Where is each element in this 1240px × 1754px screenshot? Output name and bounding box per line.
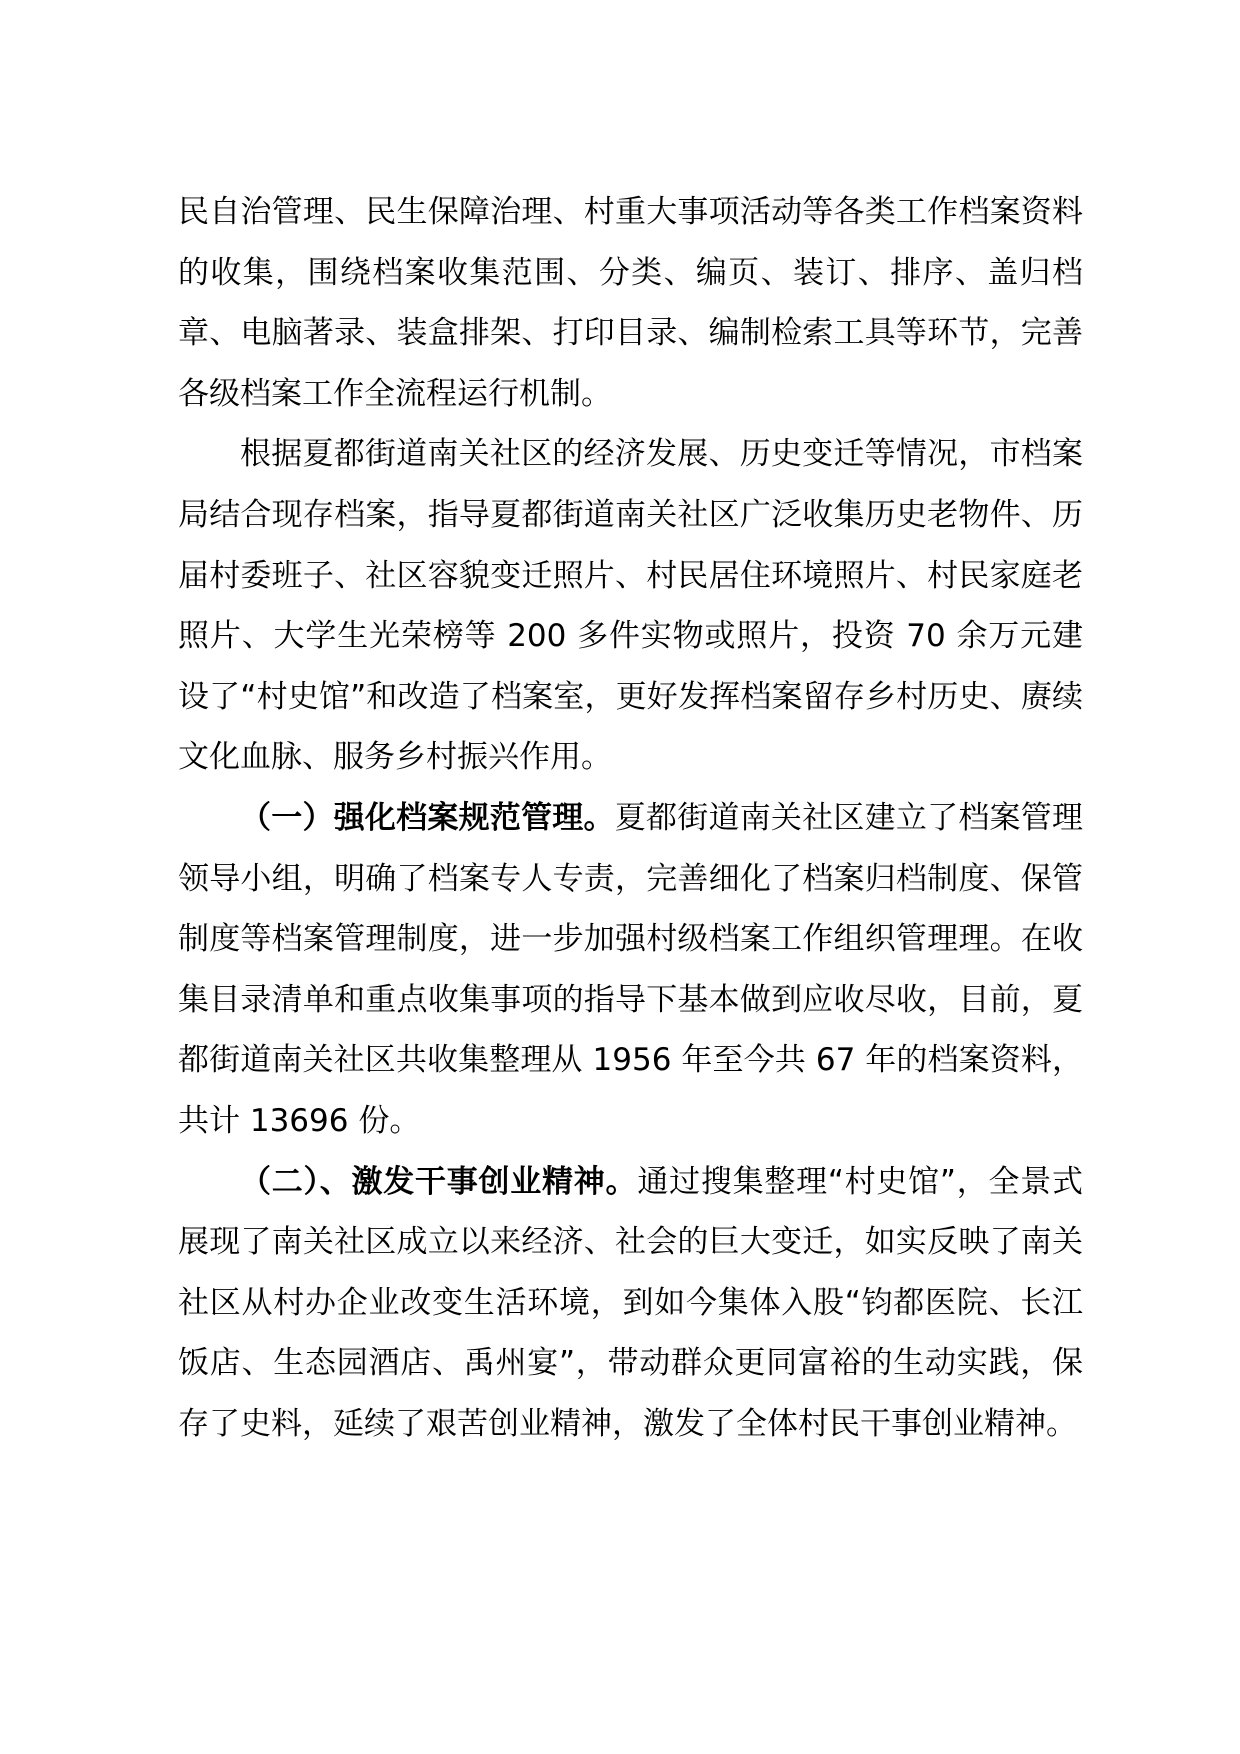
section-heading: （一）强化档案规范管理。	[240, 799, 615, 836]
document-body	[178, 182, 1083, 1454]
paragraph-text: 夏都街道南关社区建立了档案管理领导小组，明确了档案专人专责，完善细化了档案归档制度、保管制度等档案管理制度，进一步加强村级档案工作组织管理理。在收集目录清单和重点收集事项的指导下基本做到应收尽收，目前，夏都街道南关社区共收集整理从 1956 年至今共 67 年的档案资料，共计 13696 份。	[178, 799, 1084, 1139]
paragraph-continuation	[178, 182, 1083, 424]
paragraph-section-two	[178, 1152, 1083, 1455]
paragraph-section-one	[178, 788, 1083, 1152]
paragraph-text: 民自治管理、民生保障治理、村重大事项活动等各类工作档案资料的收集，围绕档案收集范围、分类、编页、装订、排序、盖归档章、电脑著录、装盒排架、打印目录、编制检索工具等环节，完善各级档案工作全流程运行机制。	[178, 194, 1083, 412]
section-heading: （二）、激发干事创业精神。	[240, 1163, 638, 1200]
paragraph-text: 根据夏都街道南关社区的经济发展、历史变迁等情况，市档案局结合现存档案，指导夏都街道南关社区广泛收集历史老物件、历届村委班子、社区容貌变迁照片、村民居住环境照片、村民家庭老照片、大学生光荣榜等 200 多件实物或照片，投资 70 余万元建设了“村史馆”和改造了档案室，更好发挥档案留存乡村历史、赓续文化血脉、服务乡村振兴作用。	[178, 436, 1083, 776]
paragraph-archive-collection	[178, 424, 1083, 788]
paragraph-text: 通过搜集整理“村史馆”，全景式展现了南关社区成立以来经济、社会的巨大变迁，如实反映了南关社区从村办企业改变生活环境，到如今集体入股“钧都医院、长江饭店、生态园酒店、禹州宴”，带动群众更同富裕的生动实践，保存了史料，延续了艰苦创业精神，激发了全体村民干事创业精神。	[178, 1163, 1083, 1442]
